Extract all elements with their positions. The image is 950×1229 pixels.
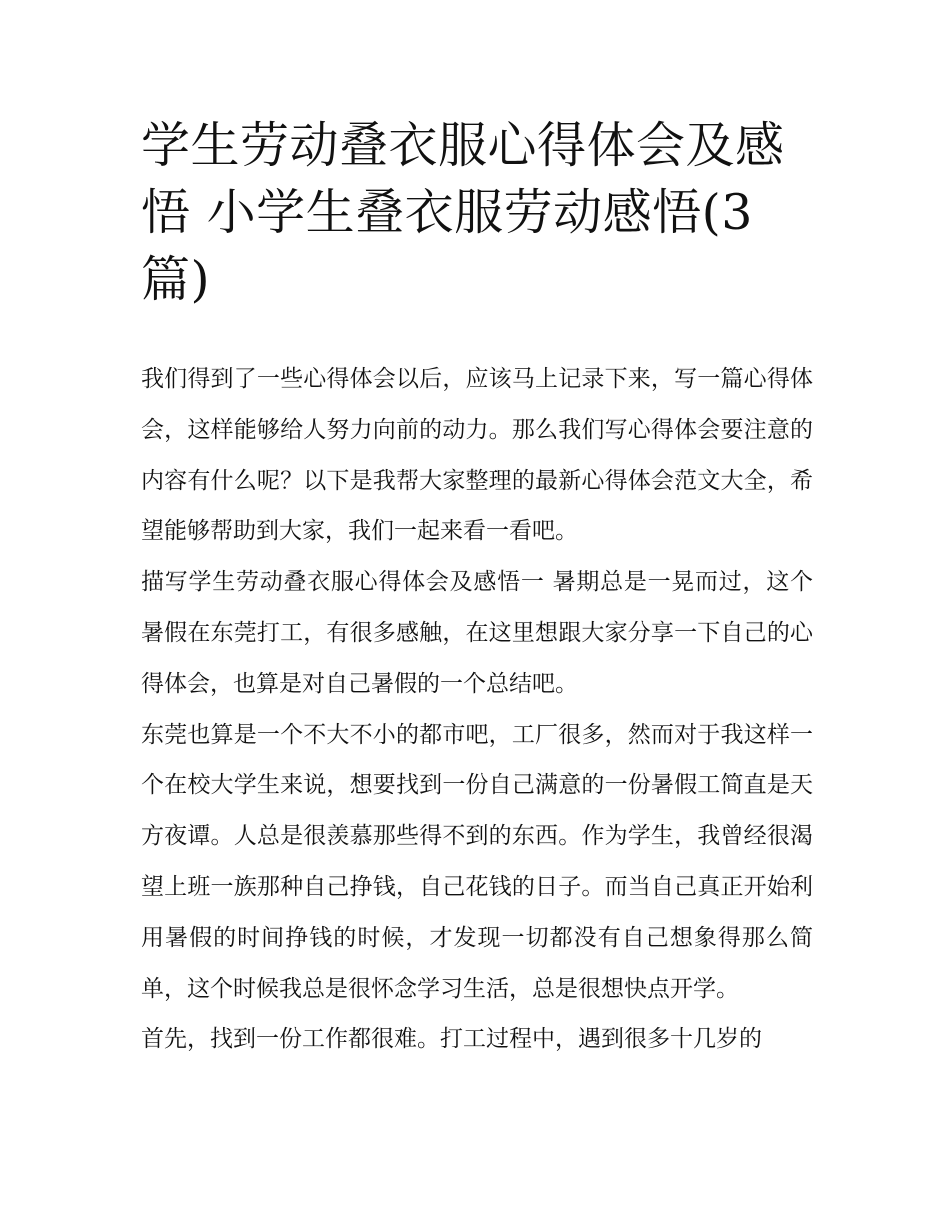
- document-body: [141, 354, 813, 1065]
- paragraph-intro: 我们得到了一些心得体会以后，应该马上记录下来，写一篇心得体会，这样能够给人努力向前的动力。那么我们写心得体会要注意的内容有什么呢？以下是我帮大家整理的最新心得体会范文大全，希望能够帮助到大家，我们一起来看一看吧。: [141, 366, 813, 545]
- document-title: 学生劳动叠衣服心得体会及感悟 小学生叠衣服劳动感悟(3篇): [141, 117, 785, 308]
- paragraph-three: 首先，找到一份工作都很难。打工过程中，遇到很多十几岁的: [141, 1026, 762, 1053]
- paragraph-one: 描写学生劳动叠衣服心得体会及感悟一 暑期总是一晃而过，这个暑假在东莞打工，有很多感触，在这里想跟大家分享一下自己的心得体会，也算是对自己暑假的一个总结吧。: [141, 569, 813, 697]
- paragraph-two: 东莞也算是一个不大不小的都市吧，工厂很多，然而对于我这样一个在校大学生来说，想要找到一份自己满意的一份暑假工简直是天方夜谭。人总是很羡慕那些得不到的东西。作为学生，我曾经很渴望上班一族那种自己挣钱，自己花钱的日子。而当自己真正开始利用暑假的时间挣钱的时候，才发现一切都没有自己想象得那么简单，这个时候我总是很怀念学习生活，总是很想快点开学。: [141, 721, 813, 1002]
